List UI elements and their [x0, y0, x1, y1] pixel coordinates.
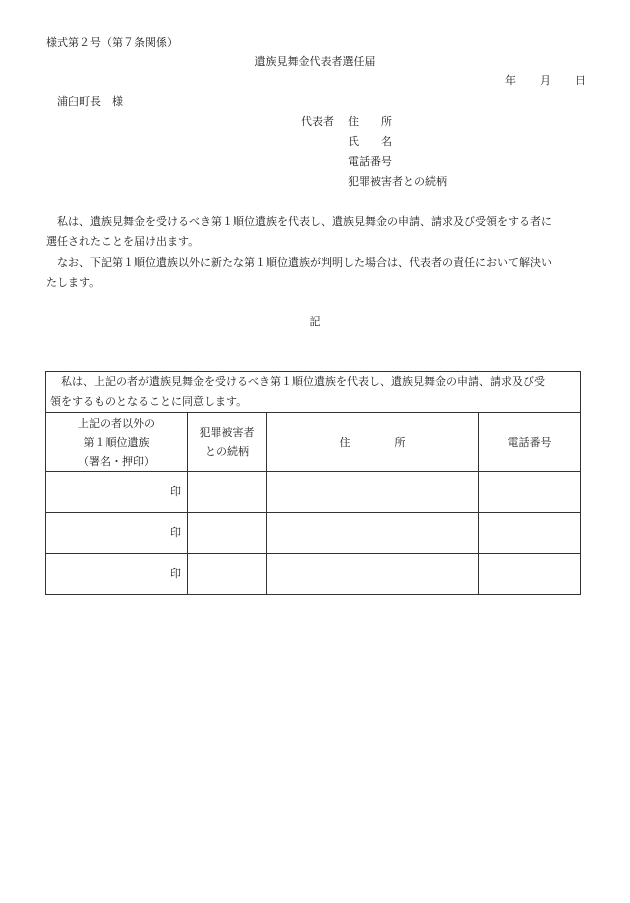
phone-cell[interactable]: [479, 554, 581, 595]
header-relation: 犯罪被害者 との続柄: [188, 413, 267, 472]
seal-mark: 印: [46, 513, 188, 554]
ki-heading: 記: [309, 315, 321, 328]
representative-address-label: 住 所: [348, 115, 392, 128]
table-row: [46, 554, 581, 595]
consent-table: [45, 371, 581, 595]
consent-statement: [46, 372, 581, 413]
paragraph-2-line-1: なお、下記第１順位遺族以外に新たな第１順位遺族が判明した場合は、代表者の責任において解決い: [57, 256, 552, 269]
representative-label: 代表者: [301, 115, 334, 128]
paragraph-1-line-1: 私は、遺族見舞金を受けるべき第１順位遺族を代表し、遺族見舞金の申請、請求及び受領をする者に: [57, 215, 552, 228]
date-year: 年: [505, 74, 516, 87]
consent-line-2: 領をするものとなることに同意します。: [50, 395, 248, 408]
date-month: 月: [540, 74, 551, 87]
form-number-label: 様式第２号（第７条関係）: [46, 36, 178, 49]
date-line: [505, 74, 586, 87]
date-day: 日: [575, 74, 586, 87]
address-cell[interactable]: [267, 513, 479, 554]
representative-name-label: 氏 名: [348, 135, 392, 148]
address-cell[interactable]: [267, 472, 479, 513]
seal-mark: 印: [46, 554, 188, 595]
relation-cell[interactable]: [188, 554, 267, 595]
header-address: 住 所: [267, 413, 479, 472]
addressee: 浦臼町長 様: [57, 95, 123, 108]
seal-mark: 印: [46, 472, 188, 513]
table-row: [46, 472, 581, 513]
consent-line-1: 私は、上記の者が遺族見舞金を受けるべき第１順位遺族を代表し、遺族見舞金の申請、請求及び受: [61, 375, 545, 388]
table-row: [46, 513, 581, 554]
address-cell[interactable]: [267, 554, 479, 595]
header-other-heirs: 上記の者以外の 第１順位遺族 （署名・押印）: [46, 413, 188, 472]
header-phone: 電話番号: [479, 413, 581, 472]
paragraph-2-line-2: たします。: [46, 276, 101, 289]
phone-cell[interactable]: [479, 472, 581, 513]
relation-cell[interactable]: [188, 472, 267, 513]
relation-cell[interactable]: [188, 513, 267, 554]
document-title: 遺族見舞金代表者選任届: [254, 55, 376, 68]
representative-phone-label: 電話番号: [348, 155, 392, 168]
paragraph-1-line-2: 選任されたことを届け出ます。: [46, 235, 200, 248]
phone-cell[interactable]: [479, 513, 581, 554]
representative-relation-label: 犯罪被害者との続柄: [348, 175, 447, 188]
